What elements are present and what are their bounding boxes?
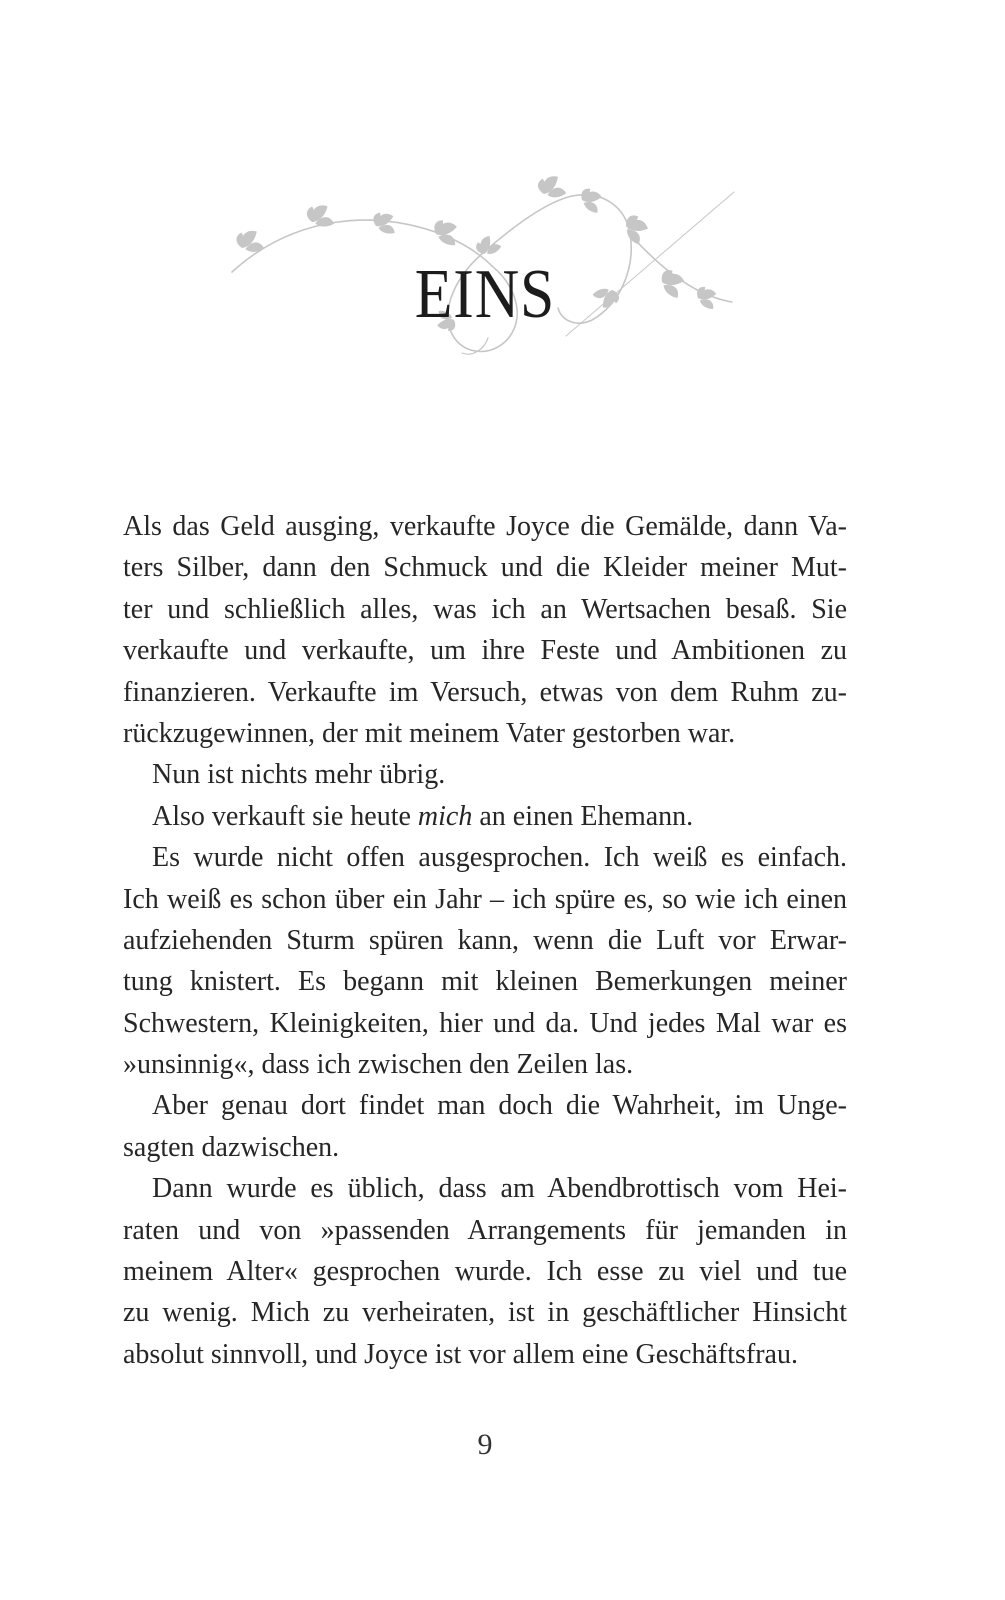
text-segment: aufziehenden Sturm spüren kann, wenn die Luft vor Erwar- bbox=[123, 924, 847, 956]
text-segment: absolut sinnvoll, und Joyce ist vor allem eine Geschäftsfrau. bbox=[123, 1338, 798, 1370]
text-line bbox=[123, 879, 847, 920]
text-segment: zu wenig. Mich zu verheiraten, ist in geschäftlicher Hinsicht bbox=[123, 1297, 847, 1329]
text-line bbox=[123, 506, 847, 547]
text-line bbox=[123, 1044, 847, 1085]
text-line bbox=[123, 1251, 847, 1292]
text-line bbox=[123, 1085, 847, 1126]
text-line bbox=[123, 630, 847, 671]
text-segment: finanzieren. Verkaufte im Versuch, etwas von dem Ruhm zu- bbox=[123, 676, 847, 708]
text-segment: ter und schließlich alles, was ich an Wertsachen besaß. Sie bbox=[123, 593, 847, 625]
text-line bbox=[123, 1127, 847, 1168]
text-segment: Als das Geld ausging, verkaufte Joyce die Gemälde, dann Va- bbox=[123, 511, 847, 542]
text-segment: an einen Ehemann. bbox=[472, 800, 694, 832]
text-line bbox=[123, 1334, 847, 1375]
text-segment: Aber genau dort findet man doch die Wahrheit, im Unge- bbox=[152, 1090, 847, 1122]
text-line bbox=[123, 796, 847, 837]
text-line bbox=[123, 754, 847, 795]
text-line bbox=[123, 713, 847, 754]
text-line bbox=[123, 589, 847, 630]
text-line bbox=[123, 920, 847, 961]
body-text bbox=[123, 506, 847, 1375]
text-segment: ters Silber, dann den Schmuck und die Kleider meiner Mut- bbox=[123, 552, 847, 584]
text-segment: tung knistert. Es begann mit kleinen Bemerkungen meiner bbox=[123, 966, 847, 998]
text-segment: Ich weiß es schon über ein Jahr – ich spüre es, so wie ich einen bbox=[123, 883, 847, 915]
text-line bbox=[123, 1210, 847, 1251]
text-segment: sagten dazwischen. bbox=[123, 1131, 340, 1163]
text-segment: raten und von »passenden Arrangements für jemanden in bbox=[123, 1214, 847, 1246]
text-segment: Es wurde nicht offen ausgesprochen. Ich weiß es einfach. bbox=[152, 842, 847, 874]
text-line bbox=[123, 1168, 847, 1209]
text-segment: meinem Alter« gesprochen wurde. Ich esse zu viel und tue bbox=[123, 1256, 847, 1288]
text-segment: Schwestern, Kleinigkeiten, hier und da. Und jedes Mal war es bbox=[123, 1007, 847, 1039]
text-line bbox=[123, 672, 847, 713]
text-segment: Also verkauft sie heute bbox=[152, 800, 418, 832]
text-line bbox=[123, 837, 847, 878]
page-number: 9 bbox=[477, 1428, 493, 1461]
chapter-heading: EINS bbox=[414, 256, 556, 333]
text-line bbox=[123, 547, 847, 588]
text-line bbox=[123, 1003, 847, 1044]
text-line bbox=[123, 1292, 847, 1333]
text-segment: »unsinnig«, dass ich zwischen den Zeilen las. bbox=[123, 1049, 634, 1081]
text-line bbox=[123, 961, 847, 1002]
text-segment: Dann wurde es üblich, dass am Abendbrottisch vom Hei- bbox=[152, 1173, 847, 1205]
text-segment: Nun ist nichts mehr übrig. bbox=[152, 759, 446, 791]
italic-text-segment: mich bbox=[417, 800, 473, 832]
text-segment: rückzugewinnen, der mit meinem Vater gestorben war. bbox=[123, 717, 736, 749]
text-segment: verkaufte und verkaufte, um ihre Feste und Ambitionen zu bbox=[123, 635, 847, 667]
